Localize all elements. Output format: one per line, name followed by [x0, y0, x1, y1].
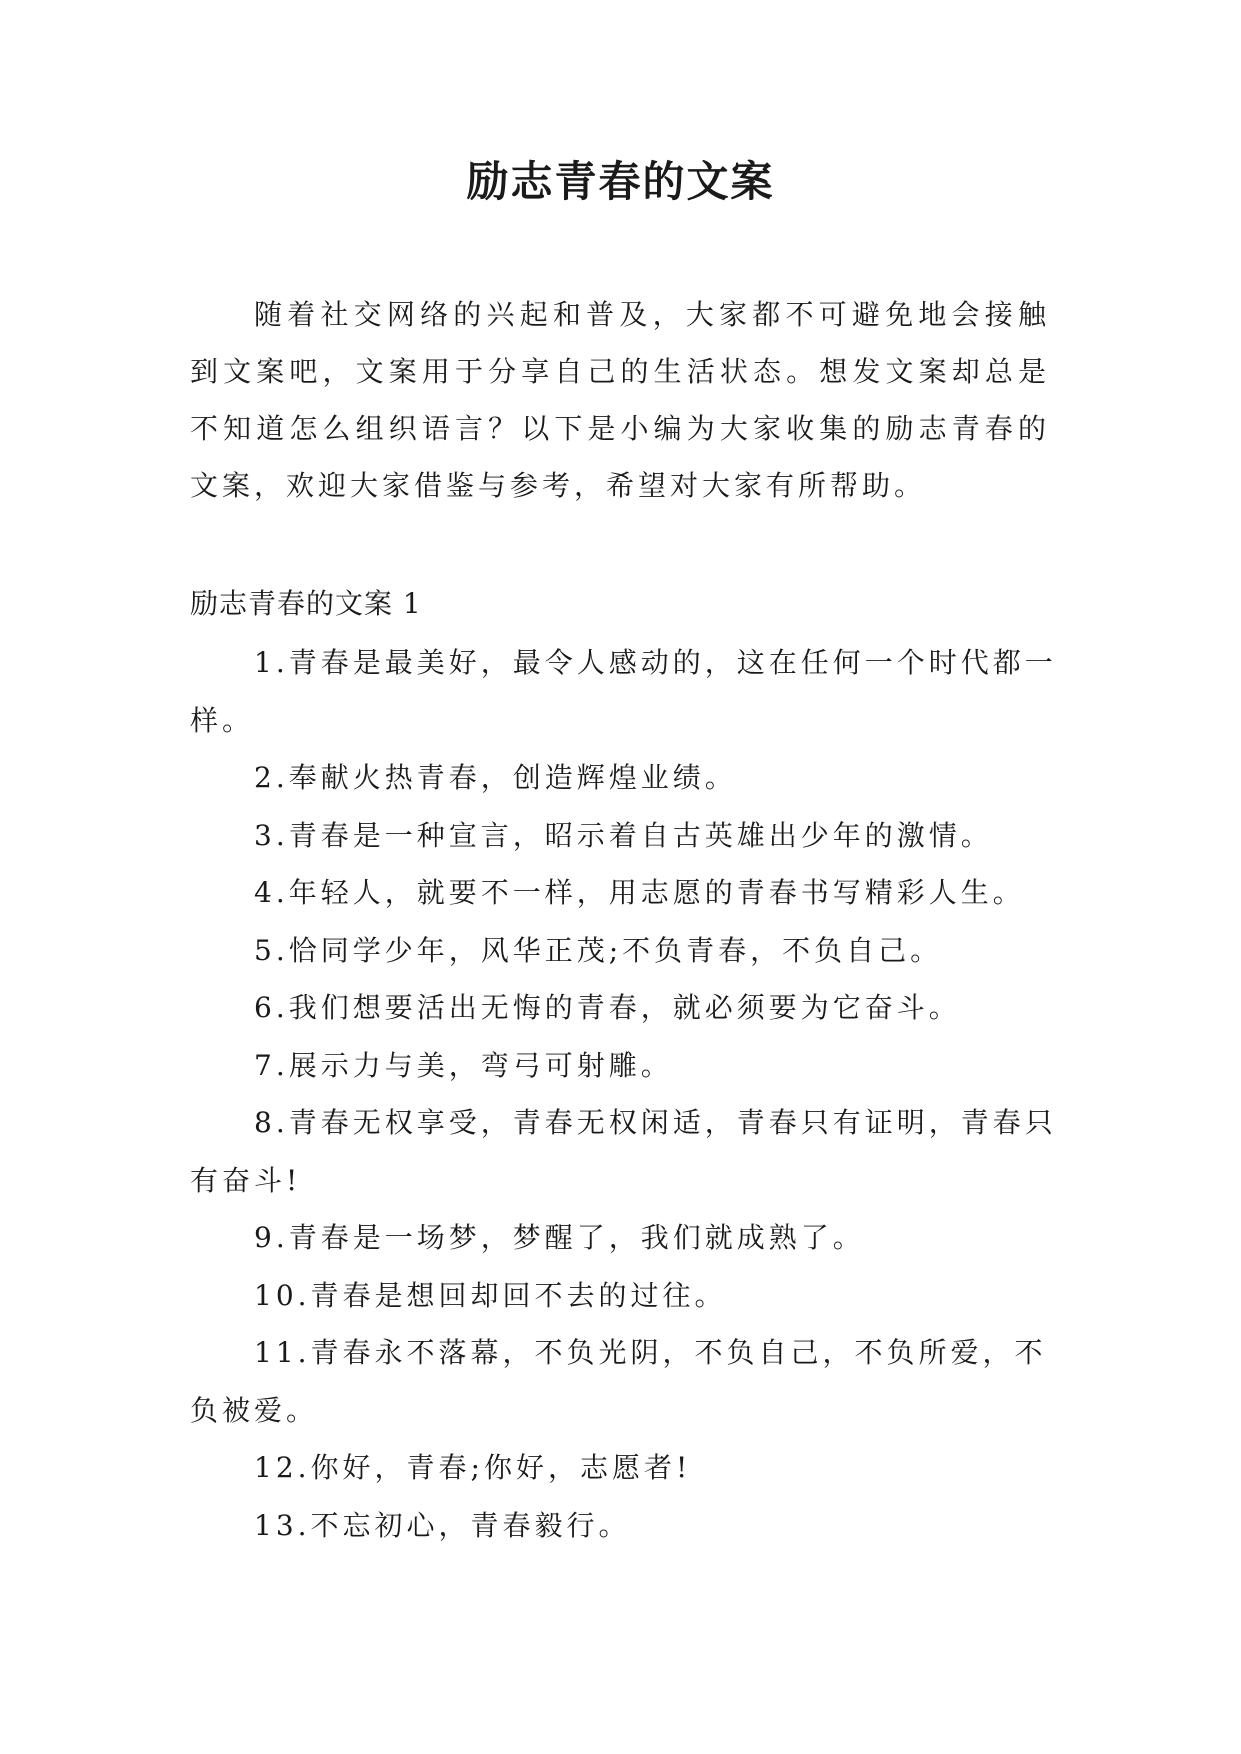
list-item: 9.青春是一场梦，梦醒了，我们就成熟了。 — [254, 1221, 865, 1254]
list-item: 3.青春是一种宣言，昭示着自古英雄出少年的激情。 — [254, 818, 993, 852]
list-item: 12.你好，青春;你好，志愿者! — [254, 1451, 692, 1484]
list-item: 7.展示力与美，弯弓可射雕。 — [254, 1048, 673, 1082]
intro-paragraph: 随着社交网络的兴起和普及，大家都不可避免地会接触到文案吧，文案用于分享自己的生活状态。想发文案却总是不知道怎么组织语言？以下是小编为大家收集的励志青春的文案，欢迎大家借鉴与参考，希望对大家有所帮助。 — [190, 298, 1050, 502]
list-item: 5.恰同学少年，风华正茂;不负青春，不负自己。 — [254, 933, 943, 967]
list-item: 4.年轻人，就要不一样，用志愿的青春书写精彩人生。 — [254, 876, 1025, 909]
list-item: 6.我们想要活出无悔的青春，就必须要为它奋斗。 — [254, 991, 961, 1024]
list-item: 11.青春永不落幕，不负光阴，不负自己，不负所爱，不负被爱。 — [190, 1336, 1047, 1427]
list-item: 13.不忘初心，青春毅行。 — [254, 1508, 631, 1542]
section-heading: 励志青春的文案 1 — [190, 587, 422, 620]
document-title: 励志青春的文案 — [466, 157, 775, 206]
list-item: 2.奉献火热青春，创造辉煌业绩。 — [254, 761, 737, 794]
quote-list — [190, 634, 1060, 1554]
list-item: 8.青春无权享受，青春无权闲适，青春只有证明，青春只有奋斗! — [190, 1106, 1057, 1197]
list-item: 1.青春是最美好，最令人感动的，这在任何一个时代都一样。 — [190, 646, 1057, 737]
list-item: 10.青春是想回却回不去的过往。 — [254, 1278, 727, 1312]
